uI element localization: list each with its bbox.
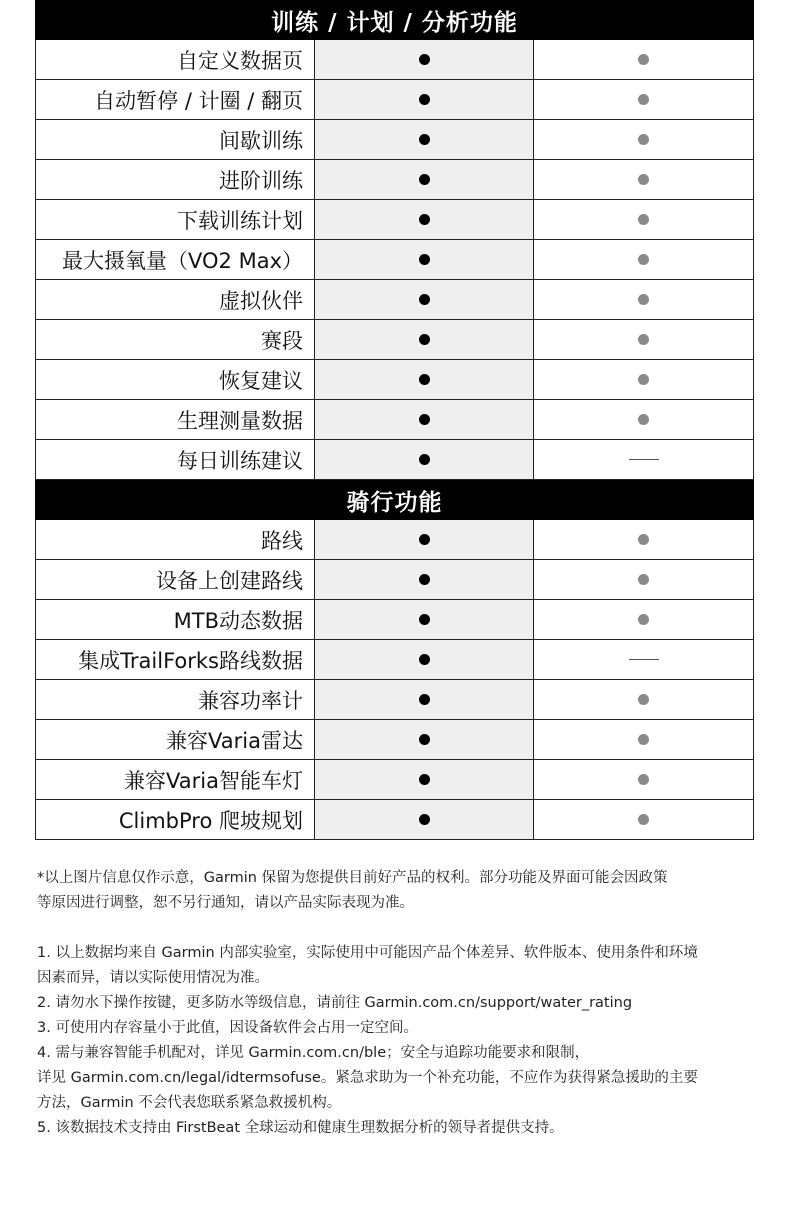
support-cell-model-b (534, 120, 753, 159)
table-row (35, 80, 754, 120)
footnote-line: 方法，Garmin 不会代表您联系紧急救援机构。 (37, 1095, 342, 1111)
feature-label: 兼容Varia雷达 (36, 720, 315, 759)
support-cell-model-b (534, 320, 753, 359)
support-cell-model-b (534, 360, 753, 399)
support-cell-model-a (315, 520, 534, 559)
supported-dot-icon (638, 54, 649, 65)
feature-label: ClimbPro 爬坡规划 (36, 800, 315, 839)
support-cell-model-b (534, 200, 753, 239)
table-row (35, 160, 754, 200)
supported-dot-icon (419, 134, 430, 145)
feature-label: 赛段 (36, 320, 315, 359)
support-cell-model-b (534, 680, 753, 719)
supported-dot-icon (419, 94, 430, 105)
table-row (35, 600, 754, 640)
supported-dot-icon (419, 574, 430, 585)
support-cell-model-a (315, 80, 534, 119)
feature-label: 路线 (36, 520, 315, 559)
table-row (35, 240, 754, 280)
section-header: 训练 / 计划 / 分析功能 (35, 0, 754, 40)
support-cell-model-b (534, 400, 753, 439)
support-cell-model-b (534, 520, 753, 559)
disclaimer (37, 866, 759, 916)
supported-dot-icon (638, 174, 649, 185)
footnote-line: 详见 Garmin.com.cn/legal/idtermsofuse。紧急求助为一个补充功能，不应作为获得紧急援助的主要 (37, 1070, 698, 1086)
support-cell-model-a (315, 240, 534, 279)
support-cell-model-a (315, 160, 534, 199)
footnotes (37, 941, 759, 1141)
support-cell-model-a (315, 680, 534, 719)
table-row (35, 640, 754, 680)
supported-dot-icon (638, 814, 649, 825)
supported-dot-icon (638, 214, 649, 225)
feature-label: 兼容功率计 (36, 680, 315, 719)
supported-dot-icon (419, 814, 430, 825)
footnote-line: 3. 可使用内存容量小于此值，因设备软件会占用一定空间。 (37, 1020, 418, 1036)
supported-dot-icon (638, 254, 649, 265)
feature-comparison-table (35, 0, 754, 840)
support-cell-model-b (534, 720, 753, 759)
feature-label: 进阶训练 (36, 160, 315, 199)
support-cell-model-a (315, 120, 534, 159)
table-row (35, 360, 754, 400)
supported-dot-icon (638, 294, 649, 305)
supported-dot-icon (419, 54, 430, 65)
supported-dot-icon (419, 374, 430, 385)
support-cell-model-b (534, 800, 753, 839)
support-cell-model-a (315, 280, 534, 319)
footnote-line: 4. 需与兼容智能手机配对，详见 Garmin.com.cn/ble；安全与追踪功能要求和限制， (37, 1045, 590, 1061)
supported-dot-icon (419, 254, 430, 265)
support-cell-model-a (315, 320, 534, 359)
support-cell-model-b (534, 280, 753, 319)
support-cell-model-b (534, 640, 753, 679)
supported-dot-icon (419, 334, 430, 345)
feature-label: 每日训练建议 (36, 440, 315, 479)
table-row (35, 200, 754, 240)
not-supported-dash-icon (629, 459, 659, 460)
support-cell-model-b (534, 560, 753, 599)
supported-dot-icon (419, 734, 430, 745)
supported-dot-icon (419, 534, 430, 545)
supported-dot-icon (419, 454, 430, 465)
supported-dot-icon (638, 734, 649, 745)
table-row (35, 560, 754, 600)
feature-label: 间歇训练 (36, 120, 315, 159)
support-cell-model-a (315, 640, 534, 679)
not-supported-dash-icon (629, 659, 659, 660)
feature-label: 恢复建议 (36, 360, 315, 399)
table-row (35, 760, 754, 800)
support-cell-model-a (315, 40, 534, 79)
supported-dot-icon (419, 294, 430, 305)
supported-dot-icon (419, 414, 430, 425)
supported-dot-icon (638, 94, 649, 105)
disclaimer-line: *以上图片信息仅作示意，Garmin 保留为您提供目前好产品的权利。部分功能及界面可能会因政策 (37, 870, 668, 886)
support-cell-model-a (315, 360, 534, 399)
supported-dot-icon (638, 614, 649, 625)
footnote-line: 5. 该数据技术支持由 FirstBeat 全球运动和健康生理数据分析的领导者提供支持。 (37, 1120, 564, 1136)
support-cell-model-a (315, 200, 534, 239)
supported-dot-icon (638, 534, 649, 545)
supported-dot-icon (419, 214, 430, 225)
feature-label: 自定义数据页 (36, 40, 315, 79)
support-cell-model-a (315, 800, 534, 839)
support-cell-model-b (534, 440, 753, 479)
feature-label: 集成TrailForks路线数据 (36, 640, 315, 679)
table-row (35, 800, 754, 840)
support-cell-model-b (534, 80, 753, 119)
table-row (35, 440, 754, 480)
disclaimer-line: 等原因进行调整，恕不另行通知，请以产品实际表现为准。 (37, 895, 414, 911)
feature-label: MTB动态数据 (36, 600, 315, 639)
table-row (35, 400, 754, 440)
footnote-line: 因素而异，请以实际使用情况为准。 (37, 970, 269, 986)
feature-label: 最大摄氧量（VO2 Max） (36, 240, 315, 279)
support-cell-model-b (534, 760, 753, 799)
table-row (35, 120, 754, 160)
supported-dot-icon (638, 134, 649, 145)
supported-dot-icon (638, 774, 649, 785)
support-cell-model-b (534, 160, 753, 199)
footnote-line: 1. 以上数据均来自 Garmin 内部实验室，实际使用中可能因产品个体差异、软件版本、使用条件和环境 (37, 945, 698, 961)
supported-dot-icon (638, 374, 649, 385)
support-cell-model-a (315, 440, 534, 479)
table-row (35, 320, 754, 360)
notes (37, 866, 759, 1141)
table-row (35, 280, 754, 320)
supported-dot-icon (638, 694, 649, 705)
table-row (35, 680, 754, 720)
support-cell-model-a (315, 720, 534, 759)
footnote-line: 2. 请勿水下操作按键，更多防水等级信息，请前往 Garmin.com.cn/support/water_rating (37, 995, 633, 1011)
supported-dot-icon (419, 614, 430, 625)
support-cell-model-a (315, 600, 534, 639)
feature-label: 兼容Varia智能车灯 (36, 760, 315, 799)
support-cell-model-a (315, 760, 534, 799)
supported-dot-icon (419, 654, 430, 665)
feature-label: 生理测量数据 (36, 400, 315, 439)
support-cell-model-a (315, 560, 534, 599)
feature-label: 自动暂停 / 计圈 / 翻页 (36, 80, 315, 119)
support-cell-model-b (534, 600, 753, 639)
section-header: 骑行功能 (35, 480, 754, 520)
supported-dot-icon (419, 174, 430, 185)
support-cell-model-b (534, 240, 753, 279)
support-cell-model-b (534, 40, 753, 79)
table-row (35, 520, 754, 560)
table-row (35, 720, 754, 760)
table-row (35, 40, 754, 80)
feature-label: 下载训练计划 (36, 200, 315, 239)
supported-dot-icon (638, 414, 649, 425)
supported-dot-icon (638, 334, 649, 345)
support-cell-model-a (315, 400, 534, 439)
supported-dot-icon (419, 774, 430, 785)
feature-label: 虚拟伙伴 (36, 280, 315, 319)
supported-dot-icon (638, 574, 649, 585)
supported-dot-icon (419, 694, 430, 705)
feature-label: 设备上创建路线 (36, 560, 315, 599)
